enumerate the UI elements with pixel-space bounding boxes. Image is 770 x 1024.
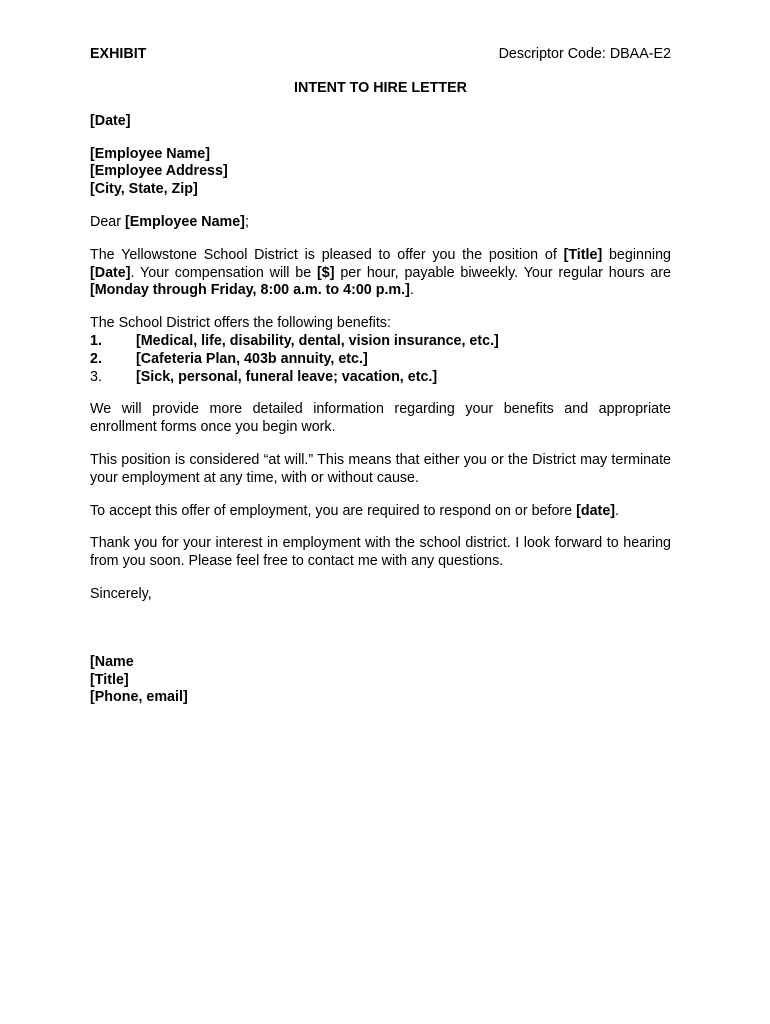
recipient-block (90, 146, 671, 199)
offer-text-1: The Yellowstone School District is pleased to offer you the position of (90, 246, 564, 263)
recipient-city: [City, State, Zip] (90, 181, 198, 198)
accept-paragraph (90, 503, 671, 521)
benefit-item (90, 351, 671, 369)
recipient-address: [Employee Address] (90, 163, 228, 180)
closing: Sincerely, (90, 585, 152, 602)
descriptor-code: Descriptor Code: DBAA-E2 (498, 46, 671, 62)
offer-text-3: . Your compensation will be (130, 264, 318, 281)
benefit-text: [Medical, life, disability, dental, vision insurance, etc.] (136, 332, 499, 349)
benefit-number: 2. (90, 350, 102, 367)
thanks-paragraph: Thank you for your interest in employment with the school district. I look forward to hearing from you soon. Please feel free to contact me with any questions. (90, 535, 671, 570)
greeting-prefix: Dear (90, 213, 125, 230)
benefit-number: 3. (90, 368, 102, 385)
benefit-item (90, 333, 671, 351)
benefits-intro: The School District offers the following benefits: (90, 315, 391, 332)
offer-hours: [Monday through Friday, 8:00 a.m. to 4:00 p.m.] (90, 282, 410, 299)
offer-paragraph (90, 247, 671, 300)
greeting-suffix: ; (244, 213, 249, 230)
accept-date: [date] (576, 502, 616, 519)
benefit-text: [Sick, personal, funeral leave; vacation, etc.] (136, 368, 438, 385)
signature-title: [Title] (90, 671, 129, 688)
exhibit-label: EXHIBIT (90, 46, 147, 62)
offer-pay: [$] (317, 264, 335, 281)
signature-name: [Name (90, 653, 134, 670)
info-paragraph: We will provide more detailed information regarding your benefits and appropriate enrollment forms once you begin work. (90, 401, 671, 436)
greeting (90, 214, 671, 232)
benefit-text: [Cafeteria Plan, 403b annuity, etc.] (136, 350, 368, 367)
offer-text-2: beginning (602, 246, 671, 263)
benefits-section (90, 315, 671, 386)
accept-text-2: . (615, 502, 620, 519)
signature-contact: [Phone, email] (90, 689, 188, 706)
accept-text-1: To accept this offer of employment, you are required to respond on or before (90, 502, 577, 519)
letter-date: [Date] (90, 112, 131, 129)
offer-text-4: per hour, payable biweekly. Your regular hours are (334, 264, 672, 281)
recipient-name: [Employee Name] (90, 145, 210, 162)
offer-text-5: . (409, 282, 414, 299)
at-will-paragraph: This position is considered “at will.” This means that either you or the District may terminate your employment at any time, with or without cause. (90, 451, 671, 486)
offer-date: [Date] (90, 264, 131, 281)
letter-title: INTENT TO HIRE LETTER (294, 80, 467, 96)
greeting-name: [Employee Name] (124, 213, 245, 230)
offer-title: [Title] (563, 246, 603, 263)
letter-page (90, 46, 671, 707)
document-header (90, 46, 671, 66)
signature-block (90, 654, 671, 707)
benefit-number: 1. (90, 332, 102, 349)
benefit-item (90, 369, 671, 387)
